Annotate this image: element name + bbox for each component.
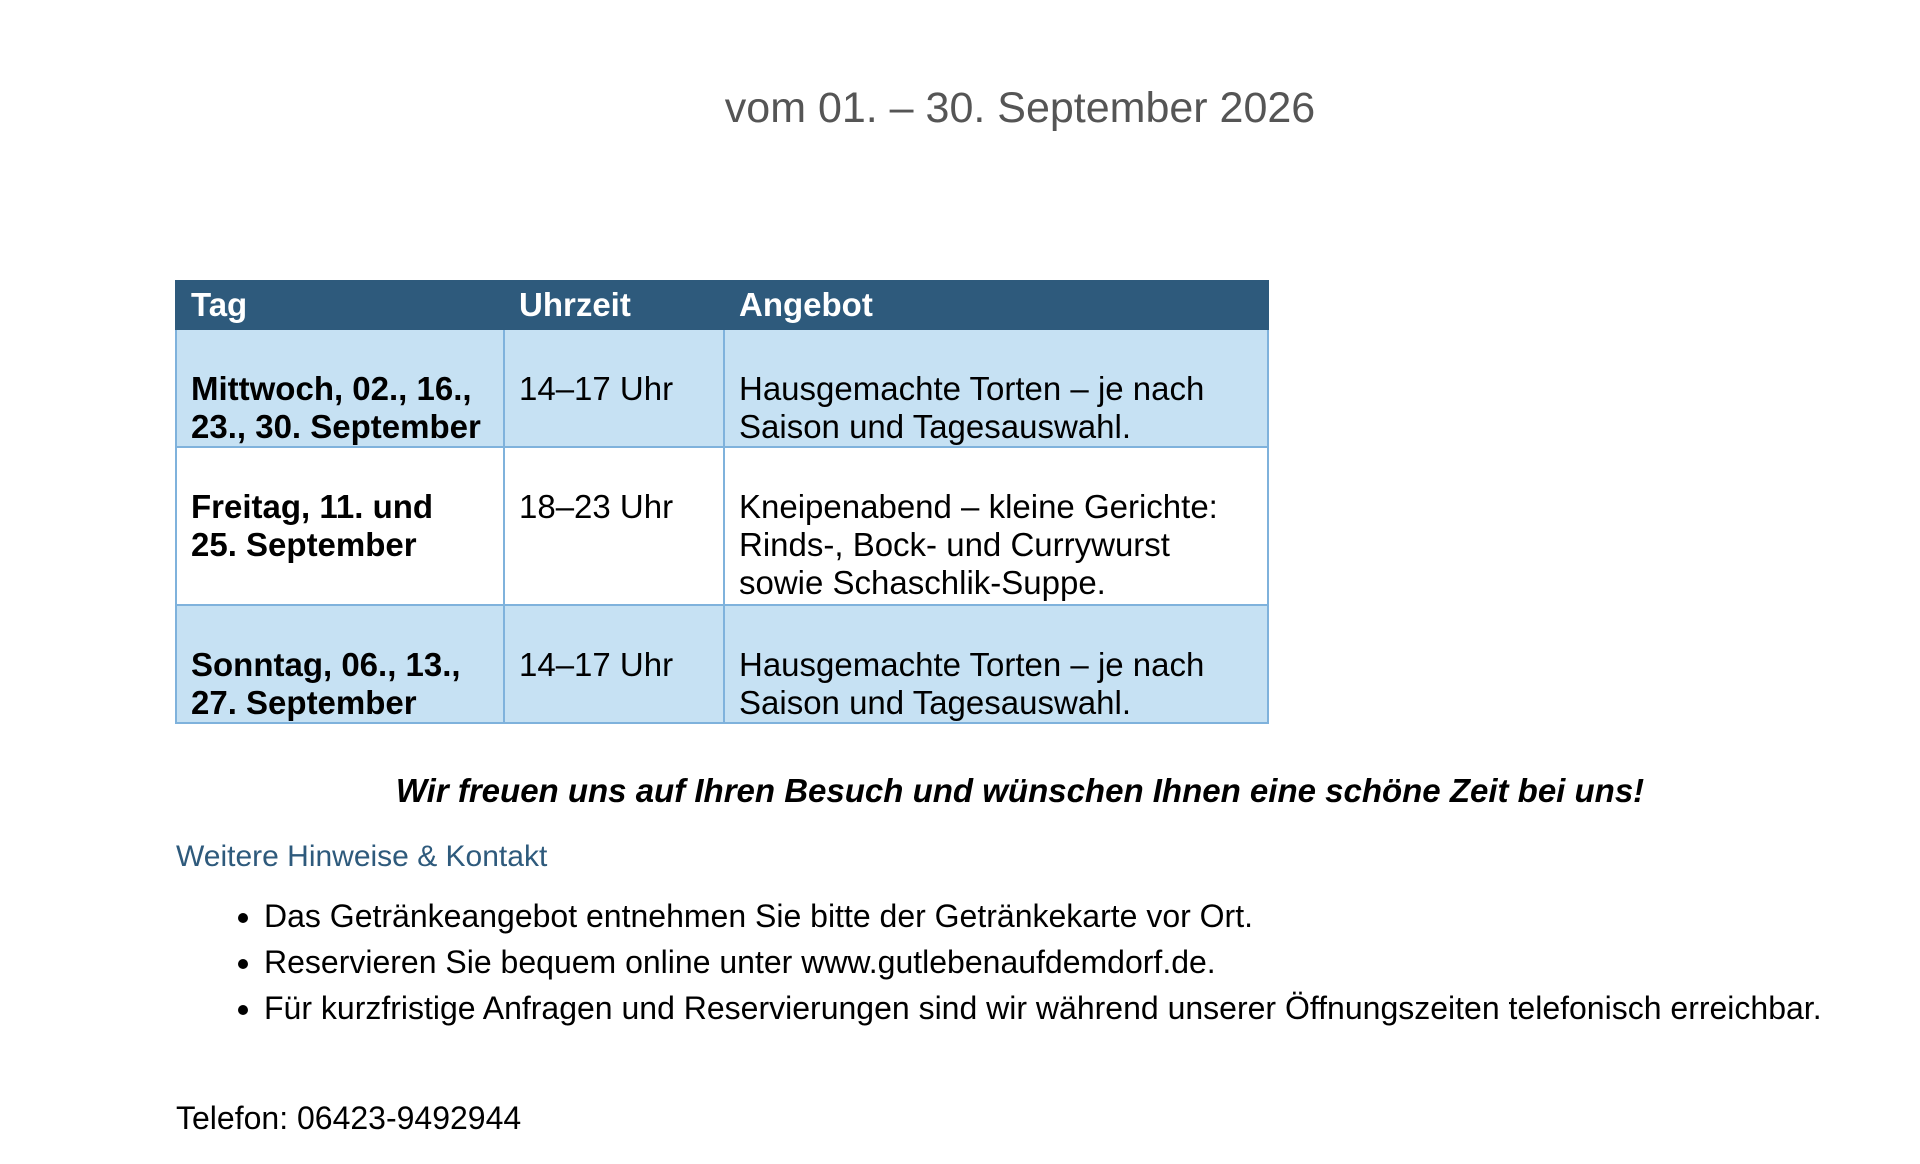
time-cell — [504, 605, 724, 723]
offer-cell — [724, 447, 1268, 605]
list-item: • Für kurzfristige Anfragen und Reservierungen sind wir während unserer Öffnungszeiten telefonisch erreichbar. — [264, 985, 1884, 1031]
offer-line: Rinds-, Bock- und Currywurst — [739, 526, 1170, 563]
day-line: 23., 30. September — [191, 408, 481, 445]
table-row — [176, 605, 1268, 723]
greeting-text: Wir freuen uns auf Ihren Besuch und wünschen Ihnen eine schöne Zeit bei uns! — [395, 772, 1645, 809]
schedule-table — [175, 280, 1269, 724]
offer-cell — [724, 329, 1268, 447]
time-text: 14–17 Uhr — [519, 646, 674, 683]
day-cell — [176, 329, 504, 447]
column-header-day: Tag — [176, 281, 504, 329]
table-row — [176, 447, 1268, 605]
day-line: 27. September — [191, 684, 417, 721]
time-cell — [504, 447, 724, 605]
phone-number: Telefon: 06423-9492944 — [176, 1100, 522, 1136]
offer-line: Hausgemachte Torten – je nach — [739, 646, 1205, 683]
time-cell — [504, 329, 724, 447]
column-header-offer: Angebot — [724, 281, 1268, 329]
list-item: • Das Getränkeangebot entnehmen Sie bitte der Getränkekarte vor Ort. — [264, 893, 1884, 939]
offer-line: Kneipenabend – kleine Gerichte: — [739, 488, 1218, 525]
day-line: Sonntag, 06., 13., — [191, 646, 461, 683]
time-text: 14–17 Uhr — [519, 370, 674, 407]
offer-line: sowie Schaschlik-Suppe. — [739, 564, 1106, 601]
offer-line: Saison und Tagesauswahl. — [739, 408, 1132, 445]
day-cell — [176, 447, 504, 605]
table-header-row — [176, 281, 1268, 329]
offer-cell — [724, 605, 1268, 723]
day-line: Freitag, 11. und — [191, 488, 434, 525]
day-line: Mittwoch, 02., 16., — [191, 370, 472, 407]
day-line: 25. September — [191, 526, 417, 563]
page-subtitle: vom 01. – 30. September 2026 — [724, 84, 1316, 132]
list-item: • Reservieren Sie bequem online unter www.gutlebenaufdemdorf.de. — [264, 939, 1884, 985]
column-header-time: Uhrzeit — [504, 281, 724, 329]
day-cell — [176, 605, 504, 723]
time-text: 18–23 Uhr — [519, 488, 674, 525]
offer-line: Hausgemachte Torten – je nach — [739, 370, 1205, 407]
table-row — [176, 329, 1268, 447]
notes-list — [176, 893, 1884, 1031]
offer-line: Saison und Tagesauswahl. — [739, 684, 1132, 721]
notes-heading: Weitere Hinweise & Kontakt — [176, 840, 548, 873]
